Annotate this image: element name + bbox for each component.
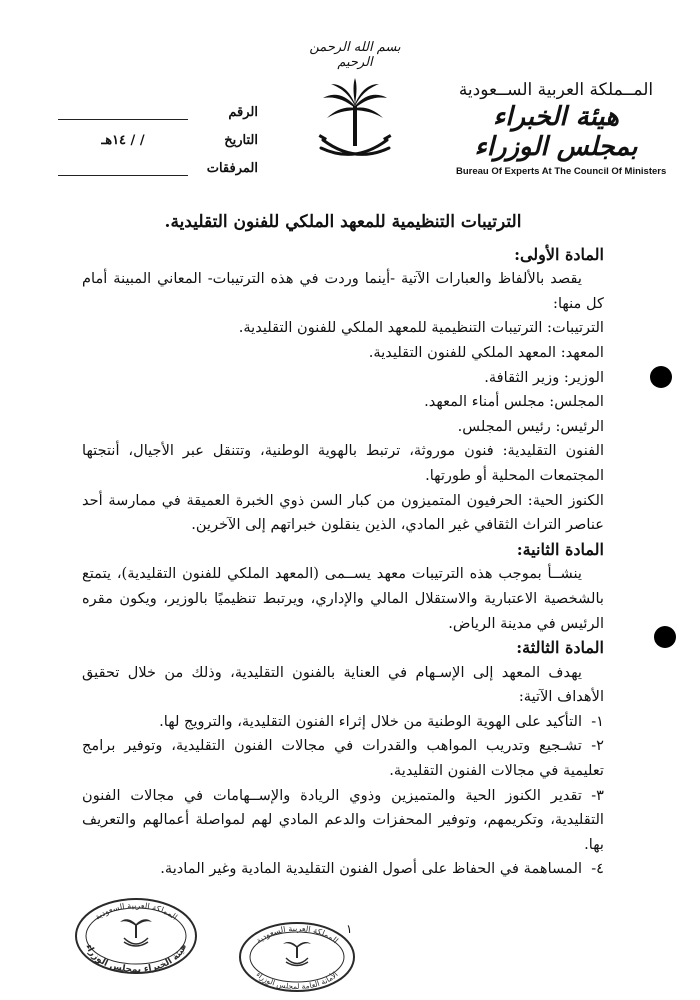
bureau-name-arabic: هيئة الخبراء بمجلس الوزراء	[474, 102, 638, 162]
article-2-text: ينشــأ بموجب هذه الترتيبات معهد يســمى (المعهد الملكي للفنون التقليدية)، يتمتع بالشخصية الاعتبارية والاستقلال المالي والإداري، ويرتبط تنظيميًا بالوزير، ويكون مقره الرئيس في مدينة الرياض.	[82, 565, 604, 632]
seal-2-bottom-text: الأمانة العامة لمجلس الوزراء	[254, 969, 340, 992]
punch-hole	[650, 366, 672, 388]
ref-number-row	[58, 92, 258, 120]
attachments-label: المرفقات	[206, 161, 258, 176]
letterhead-emblem	[300, 40, 410, 168]
document-title: الترتيبات التنظيمية للمعهد الملكي للفنون التقليدية.	[164, 212, 522, 232]
kingdom-name: المــملكة العربية الســعودية	[458, 80, 654, 100]
document-body	[82, 210, 604, 882]
definition-item: الفنون التقليدية: فنون موروثة، ترتبط بالهوية الوطنية، وتتنقل عبر الأجيال، أنتجتها المجتمعات المحلية أو طورتها.	[82, 442, 604, 484]
svg-text:هيئة الخبراء بمجلس الوزراء	[83, 943, 189, 975]
goal-number: ١-	[591, 712, 604, 730]
goal-number: ٣-	[591, 786, 604, 804]
goal-item	[82, 734, 604, 783]
basmala: بسم الله الرحمن الرحيم	[309, 40, 401, 70]
letterhead-org	[456, 80, 667, 177]
reference-block	[58, 92, 258, 176]
date-label: التاريخ	[224, 133, 258, 148]
attachments-row	[58, 148, 258, 176]
official-seal-icon	[72, 896, 200, 976]
article-3-heading: المادة الثالثة:	[516, 638, 604, 658]
ref-number-line	[58, 103, 188, 120]
ref-number-label: الرقم	[228, 105, 258, 120]
goal-text: التأكيد على الهوية الوطنية من خلال إثراء الفنون التقليدية، والترويج لها.	[159, 712, 582, 730]
seal-1-top-text: المملكة العربية السعودية	[93, 900, 179, 922]
definition-item: الكنوز الحية: الحرفيون المتميزون من كبار السن ذوي الخبرة العميقة في ممارسة أحد عناصر التراث الثقافي غير المادي، الذين ينقلون خبراتهم إلى الآخرين.	[82, 491, 604, 534]
bureau-name-english: Bureau Of Experts At The Council Of Ministers	[456, 166, 667, 177]
seal-2-top-text: المملكة العربية السعودية	[254, 923, 340, 946]
goal-text: تقدير الكنوز الحية والمتميزين وذوي الريادة والإســهامات في مجالات الفنون التقليدية، وتكريمهم، وتوفير المحفزات والدعم المادي لهم لمواصلة أعمالهم والتعريف بها.	[82, 786, 604, 853]
svg-text:الأمانة العامة لمجلس الوزراء	[254, 970, 339, 991]
official-seal-icon	[236, 920, 358, 994]
article-1-intro: يقصد بالألفاظ والعبارات الآتية -أينما وردت في هذه الترتيبات- المعاني المبينة أمام كل منها:	[82, 270, 604, 312]
article-2-heading: المادة الثانية:	[516, 539, 604, 559]
definition-item: الوزير: وزير الثقافة.	[484, 368, 604, 386]
goal-number: ٤-	[591, 860, 604, 878]
seal-1-bottom-text: هيئة الخبراء بمجلس الوزراء	[83, 942, 189, 976]
goal-text: تشـجيع وتدريب المواهب والقدرات في مجالات الفنون التقليدية، وتوفير برامج تعليمية في مجالات الفنون التقليدية.	[82, 737, 604, 780]
article-1-heading: المادة الأولى:	[514, 244, 604, 264]
goal-text: المساهمة في الحفاظ على أصول الفنون التقليدية المادية وغير المادية.	[160, 860, 582, 878]
goal-item	[82, 784, 604, 858]
page-number: ١	[346, 922, 353, 936]
goal-number: ٢-	[591, 737, 604, 755]
definition-item: المعهد: المعهد الملكي للفنون التقليدية.	[368, 343, 604, 361]
date-value: / / ١٤هـ	[101, 133, 145, 148]
goal-item	[82, 857, 604, 882]
palm-and-swords-emblem-icon	[315, 76, 395, 168]
article-3-intro: يهدف المعهد إلى الإسـهام في العناية بالفنون التقليدية، وذلك من خلال تحقيق الأهداف الآتية:	[82, 663, 604, 706]
punch-hole	[654, 626, 676, 648]
definition-item: الترتيبات: الترتيبات التنظيمية للمعهد الملكي للفنون التقليدية.	[238, 319, 604, 337]
goal-item	[82, 710, 604, 735]
attachments-line	[58, 159, 188, 176]
definition-item: الرئيس: رئيس المجلس.	[457, 417, 604, 435]
date-row	[58, 120, 258, 148]
definition-item: المجلس: مجلس أمناء المعهد.	[424, 393, 604, 411]
